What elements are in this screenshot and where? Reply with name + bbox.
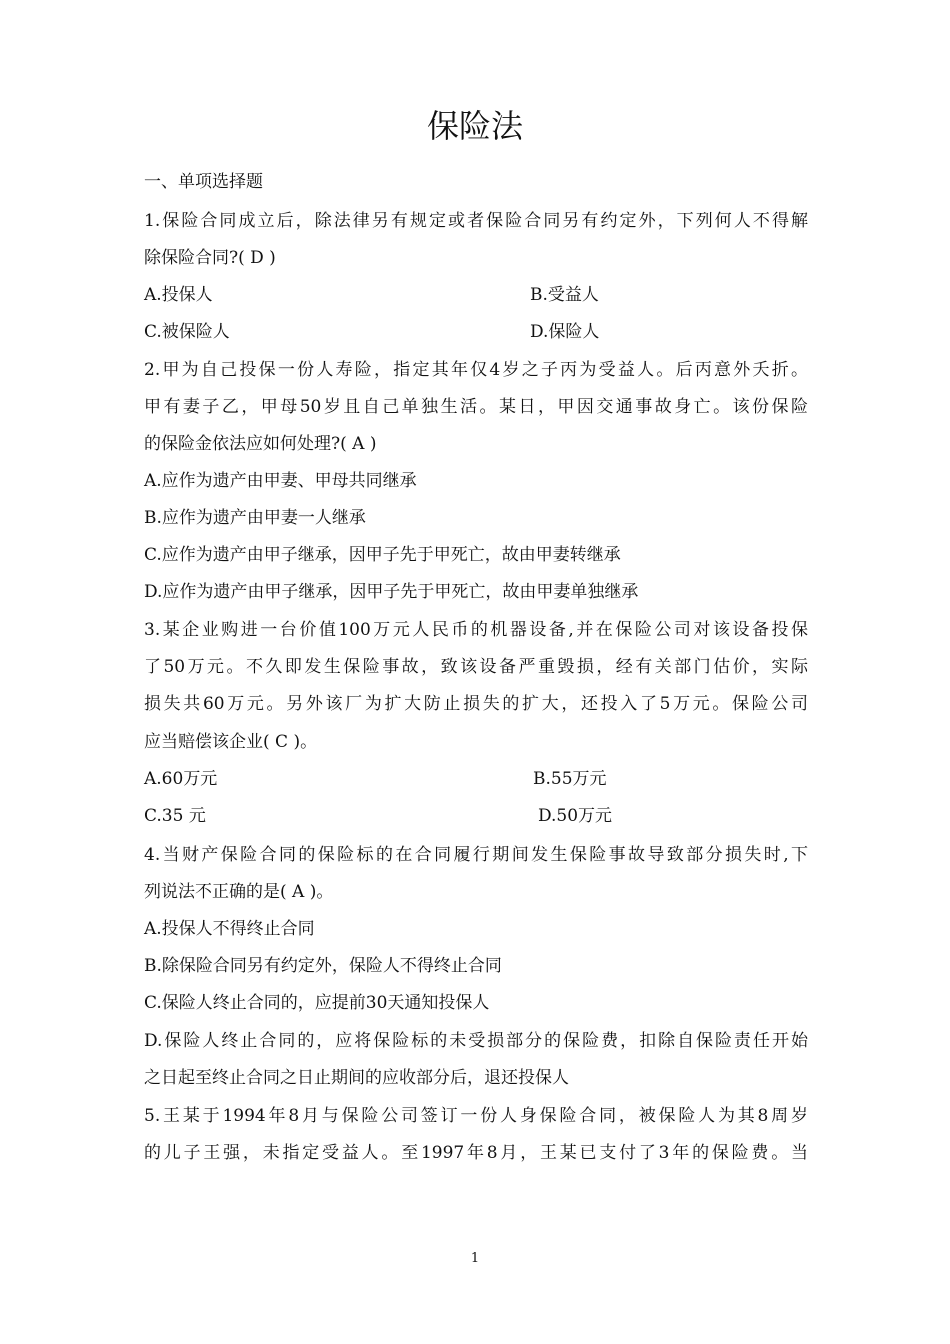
question-3-option-d: D.50万元 (538, 806, 613, 826)
question-5-stem-line-2: 的儿子王强，未指定受益人。至1997年8月，王某已支付了3年的保险费。当 (144, 1143, 808, 1163)
question-3-stem-line-1: 3.某企业购进一台价值100万元人民币的机器设备,并在保险公司对该设备投保 (144, 620, 808, 640)
question-1-option-b: B.受益人 (530, 285, 599, 305)
question-1-stem-line-2: 除保险合同?( D ) (144, 248, 276, 268)
question-1-stem-line-1: 1.保险合同成立后，除法律另有规定或者保险合同另有约定外，下列何人不得解 (144, 211, 808, 231)
question-5-stem-line-1: 5.王某于1994年8月与保险公司签订一份人身保险合同，被保险人为其8周岁 (144, 1106, 808, 1126)
question-4-stem-line-2: 列说法不正确的是( A )。 (144, 882, 334, 902)
question-2-stem-line-3: 的保险金依法应如何处理?( A ) (144, 434, 377, 454)
question-3-option-b: B.55万元 (533, 769, 607, 789)
section-heading: 一、单项选择题 (144, 172, 263, 192)
question-1-option-c: C.被保险人 (144, 322, 230, 342)
question-2-option-b: B.应作为遗产由甲妻一人继承 (144, 508, 366, 528)
question-3-stem-line-2: 了50万元。不久即发生保险事故，致该设备严重毁损，经有关部门估价，实际 (144, 657, 808, 677)
question-3-option-a: A.60万元 (144, 769, 218, 789)
question-4-option-d-line-1: D.保险人终止合同的，应将保险标的未受损部分的保险费，扣除自保险责任开始 (144, 1031, 808, 1051)
question-2-stem-line-1: 2.甲为自己投保一份人寿险，指定其年仅4岁之子丙为受益人。后丙意外夭折。 (144, 360, 808, 380)
question-4-option-b: B.除保险合同另有约定外，保险人不得终止合同 (144, 956, 502, 976)
question-4-option-d-line-2: 之日起至终止合同之日止期间的应收部分后，退还投保人 (144, 1068, 569, 1088)
question-1-option-d: D.保险人 (530, 322, 600, 342)
question-2-option-c: C.应作为遗产由甲子继承，因甲子先于甲死亡，故由甲妻转继承 (144, 545, 621, 565)
document-title: 保险法 (426, 107, 523, 145)
question-3-stem-line-3: 损失共60万元。另外该厂为扩大防止损失的扩大，还投入了5万元。保险公司 (144, 694, 808, 714)
page-number: 1 (470, 1251, 480, 1266)
question-3-option-c: C.35 元 (144, 806, 206, 826)
question-1-option-a: A.投保人 (144, 285, 213, 305)
question-4-stem-line-1: 4.当财产保险合同的保险标的在合同履行期间发生保险事故导致部分损失时,下 (144, 845, 808, 865)
question-2-option-d: D.应作为遗产由甲子继承，因甲子先于甲死亡，故由甲妻单独继承 (144, 582, 639, 602)
question-2-stem-line-2: 甲有妻子乙，甲母50岁且自己单独生活。某日，甲因交通事故身亡。该份保险 (144, 397, 808, 417)
question-4-option-a: A.投保人不得终止合同 (144, 919, 315, 939)
question-2-option-a: A.应作为遗产由甲妻、甲母共同继承 (144, 471, 417, 491)
question-4-option-c: C.保险人终止合同的，应提前30天通知投保人 (144, 993, 490, 1013)
question-3-stem-line-4: 应当赔偿该企业( C )。 (144, 732, 318, 752)
